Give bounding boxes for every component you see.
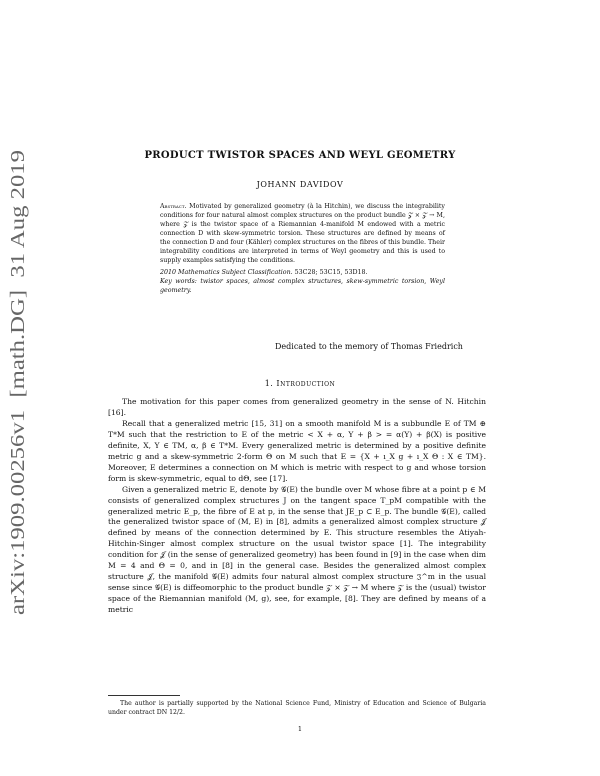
- body-paragraph: Given a generalized metric E, denote by 𝒢(E) the bundle over M whose fibre at a point p ∈ M consists of generalized complex structures J on the tangent space T_pM compatible with the generalized metric E_p, the fibre of E at p, in the sense that JE_p ⊂ E_p. The bundle 𝒢(E), called the generalized twistor space of (M, E) in [8], admits a generalized almost complex structure 𝒥 defined by means of the connection determined by E. This structure resembles the Atiyah-Hitchin-Singer almost complex structure on the usual twistor space [1]. The integrability condition for 𝒥 (in the sense of generalized geometry) has been found in [9] in the case when dim M = 4 and Θ = 0, and in [8] in the general case. Besides the generalized almost complex structure 𝒥, the manifold 𝒢(E) admits four natural almost complex structure 𝔍^m in the usual sense since 𝒢(E) is diffeomorphic to the product bundle 𝒵 × 𝒵 → M where 𝒵 is the (usual) twistor space of the Riemannian manifold (M, g), see, for example, [8]. They are defined by means of a metric: [108, 484, 486, 615]
- section-heading: [0, 379, 600, 388]
- abstract-block: [160, 202, 445, 295]
- funding-footnote: The author is partially supported by the National Science Fund, Ministry of Education and Science of Bulgaria under contract DN 12/2.: [108, 700, 486, 716]
- abstract-label: Abstract.: [160, 203, 187, 210]
- author-name: JOHANN DAVIDOV: [256, 180, 344, 189]
- arxiv-identifier-text: arXiv:1909.00256v1 [math.DG] 31 Aug 2019: [8, 247, 29, 615]
- introduction-body: [108, 397, 486, 616]
- page-number: 1: [297, 725, 303, 733]
- footnote-divider: [108, 695, 180, 696]
- body-paragraph: Recall that a generalized metric [15, 31] on a smooth manifold M is a subbundle E of TM ⊕ T*M such that the restriction to E of the metric < X + α, Y + β > = α(Y) + β(X) is positive definite, X, Y ∈ TM, α, β ∈ T*M. Every generalized metric is determined by a positive definite metric g and a skew-symmetric 2-form Θ on M such that E = {X + ı_X g + ı_X Θ : X ∈ TM}. Moreover, E determines a connection on M which is metric with respect to g and whose torsion form is skew-symmetric, equal to dΘ, see [17].: [108, 418, 486, 483]
- abstract-paragraph: [160, 202, 445, 265]
- dedication: Dedicated to the memory of Thomas Friedrich: [275, 342, 463, 351]
- msc-codes: 53C28; 53C15, 53D18.: [292, 269, 368, 276]
- keywords-label: Key words:: [160, 278, 197, 285]
- body-paragraph: The motivation for this paper comes from generalized geometry in the sense of N. Hitchin [16].: [108, 397, 486, 417]
- msc-line: [160, 268, 445, 277]
- keywords-line: [160, 277, 445, 295]
- keywords-text: twistor spaces, almost complex structures, skew-symmetric torsion, Weyl geometry.: [160, 278, 445, 294]
- abstract-text: Motivated by generalized geometry (à la Hitchin), we discuss the integrability conditions for four natural almost complex structures on the product bundle 𝒵 × 𝒵 → M, where 𝒵 is the twistor space of a Riemannian 4-manifold M endowed with a metric connection D with skew-symmetric torsion. These structures are defined by means of the connection D and four (Kähler) complex structures on the fibres of this bundle. Their integrability conditions are interpreted in terms of Weyl geometry and this is used to supply examples satisfying the conditions.: [160, 203, 445, 264]
- section-number: 1.: [264, 379, 274, 388]
- section-title: Introduction: [276, 379, 336, 388]
- paper-title: PRODUCT TWISTOR SPACES AND WEYL GEOMETRY: [144, 150, 456, 161]
- msc-label: 2010 Mathematics Subject Classification.: [160, 269, 293, 276]
